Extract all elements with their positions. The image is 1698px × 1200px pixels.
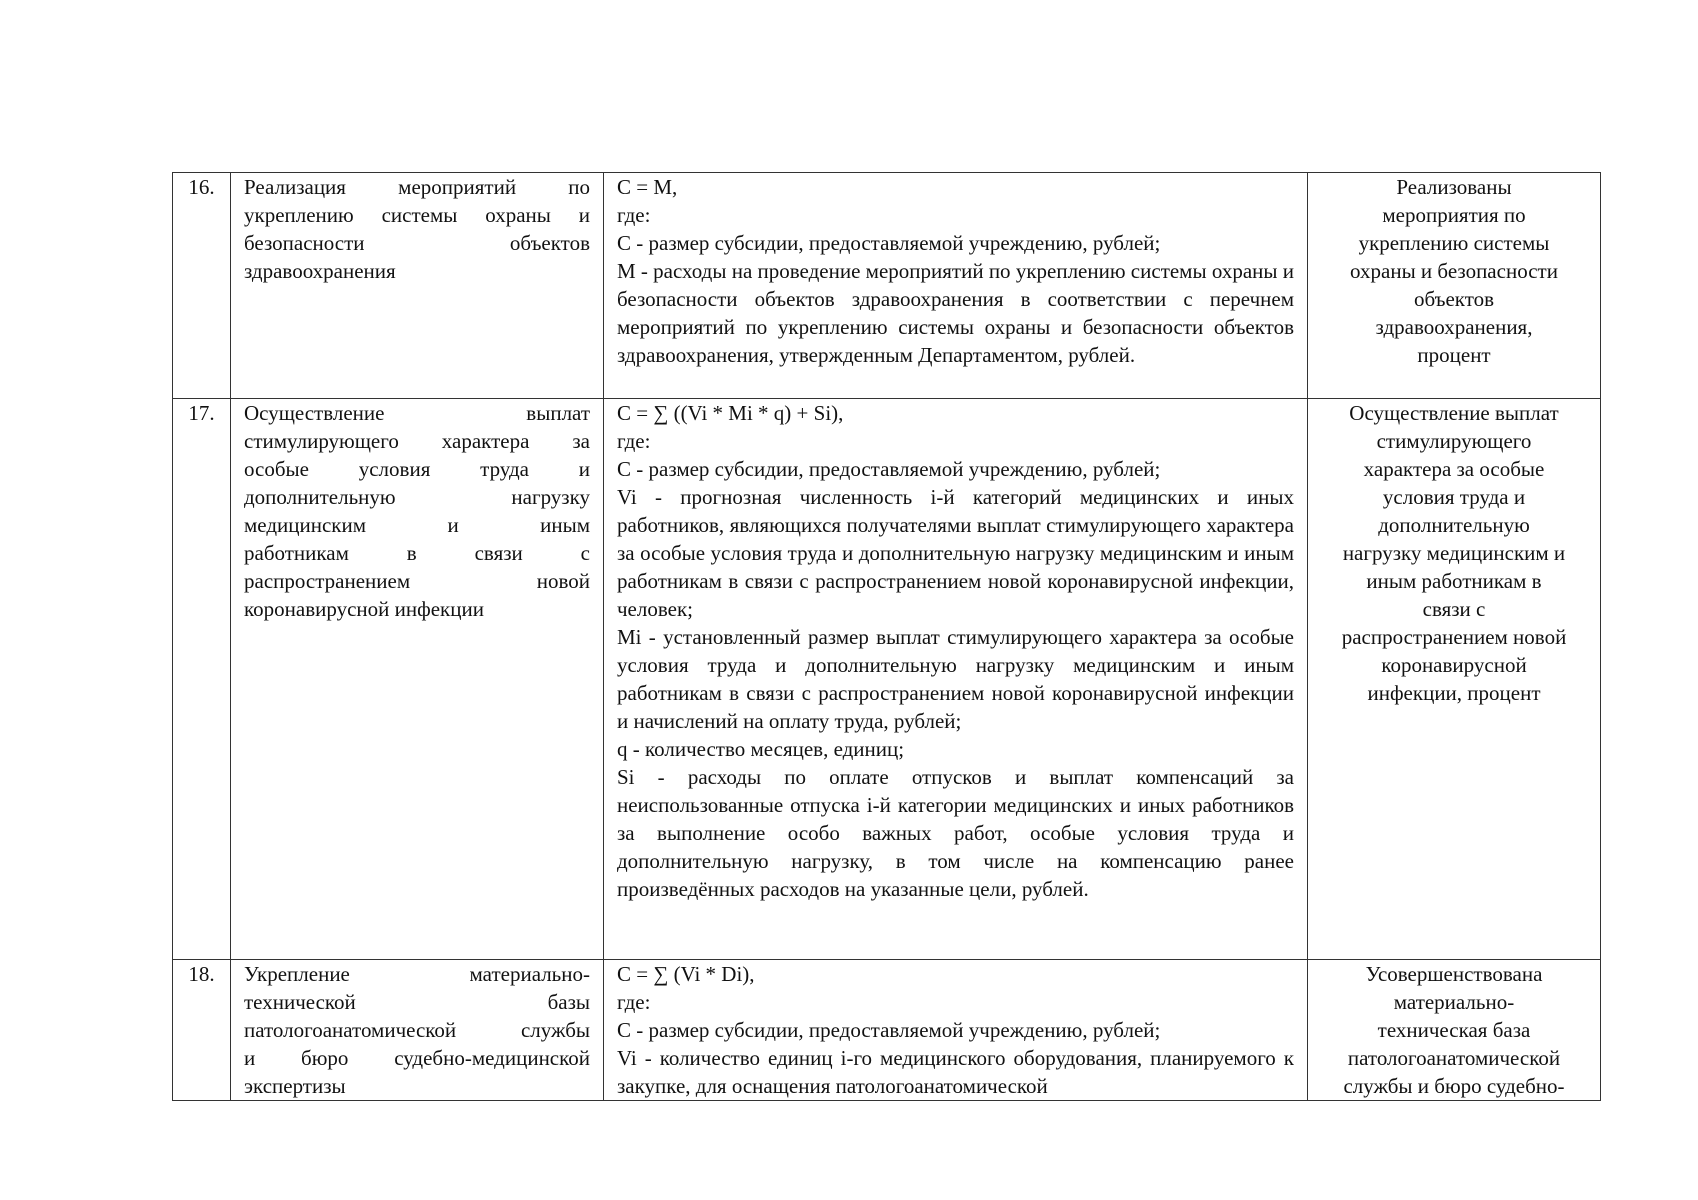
result-line: распространением новой xyxy=(1341,625,1567,649)
formula-line: C = ∑ (Vi * Di), xyxy=(617,962,755,986)
measure-name-line: здравоохранения xyxy=(244,259,396,283)
row-number-cell xyxy=(173,960,231,1101)
formula-line: Mi - установленный размер выплат стимулирующего характера за особые условия труда и дополнительную нагрузку медицинским и иным работникам в связи с распространением новой коронавирусной инфекции и начислений на оплату труда, рублей; xyxy=(617,625,1294,733)
result-line: укреплению системы xyxy=(1358,231,1550,255)
row-number: 17. xyxy=(188,401,215,425)
result-line: Усовершенствована xyxy=(1365,962,1543,986)
formula-line: C - размер субсидии, предоставляемой учреждению, рублей; xyxy=(617,457,1161,481)
result-line: связи с xyxy=(1422,597,1486,621)
regulation-table xyxy=(172,172,1601,1101)
table-row xyxy=(173,399,1601,960)
formula-line: C - размер субсидии, предоставляемой учреждению, рублей; xyxy=(617,231,1161,255)
result-line: иным работникам в xyxy=(1366,569,1542,593)
result-line: материально- xyxy=(1393,990,1515,1014)
measure-name-line: патологоанатомической службы xyxy=(244,1018,590,1042)
formula-line: Vi - количество единиц i-го медицинского оборудования, планируемого к закупке, для оснащения патологоанатомической xyxy=(617,1046,1294,1098)
result-line: объектов xyxy=(1413,287,1495,311)
measure-name-line: стимулирующего характера за xyxy=(244,429,590,453)
result-indicator-cell xyxy=(1308,173,1601,399)
result-line: дополнительную xyxy=(1378,513,1530,537)
measure-name-line: особые условия труда и xyxy=(244,457,590,481)
measure-name-line: безопасности объектов xyxy=(244,231,590,255)
result-line: охраны и безопасности xyxy=(1350,259,1558,283)
result-line: мероприятия по xyxy=(1382,203,1526,227)
measure-name-line: Осуществление выплат xyxy=(244,401,590,425)
formula-cell xyxy=(604,399,1308,960)
measure-name-line: экспертизы xyxy=(244,1074,346,1098)
measure-name-line: Укрепление материально- xyxy=(244,962,590,986)
formula-line: C = ∑ ((Vi * Mi * q) + Si), xyxy=(617,401,844,425)
measure-name-line: технической базы xyxy=(244,990,590,1014)
measure-name-line: работникам в связи с xyxy=(244,541,590,565)
result-indicator-cell xyxy=(1308,960,1601,1101)
measure-name-cell xyxy=(231,399,604,960)
result-line: стимулирующего xyxy=(1376,429,1532,453)
table-row xyxy=(173,173,1601,399)
formula-line: C = M, xyxy=(617,175,678,199)
row-number: 18. xyxy=(188,962,215,986)
row-number-cell xyxy=(173,399,231,960)
result-line: Осуществление выплат xyxy=(1349,401,1559,425)
formula-line: Si - расходы по оплате отпусков и выплат компенсаций за неиспользованные отпуска i-й категории медицинских и иных работников за выполнение особо важных работ, особые условия труда и дополнительную нагрузку, в том числе на компенсацию ранее произведённых расходов на указанные цели, рублей. xyxy=(617,765,1294,901)
result-line: Реализованы xyxy=(1396,175,1512,199)
measure-name-line: медицинским и иным xyxy=(244,513,590,537)
measure-name-line: и бюро судебно-медицинской xyxy=(244,1046,590,1070)
row-number-cell xyxy=(173,173,231,399)
formula-line: Vi - прогнозная численность i-й категорий медицинских и иных работников, являющихся получателями выплат стимулирующего характера за особые условия труда и дополнительную нагрузку медицинским и иным работникам в связи с распространением новой коронавирусной инфекции, человек; xyxy=(617,485,1294,621)
measure-name-line: распространением новой xyxy=(244,569,590,593)
result-indicator-cell xyxy=(1308,399,1601,960)
formula-cell xyxy=(604,960,1308,1101)
formula-line: q - количество месяцев, единиц; xyxy=(617,737,905,761)
result-line: условия труда и xyxy=(1382,485,1526,509)
measure-name-line: Реализация мероприятий по xyxy=(244,175,590,199)
result-line: коронавирусной xyxy=(1381,653,1527,677)
result-line: нагрузку медицинским и xyxy=(1342,541,1566,565)
result-line: службы и бюро судебно- xyxy=(1343,1074,1565,1098)
formula-cell xyxy=(604,173,1308,399)
result-line: техническая база xyxy=(1377,1018,1531,1042)
result-line: патологоанатомической xyxy=(1347,1046,1561,1070)
measure-name-line: укреплению системы охраны и xyxy=(244,203,590,227)
result-line: инфекции, процент xyxy=(1367,681,1541,705)
formula-line: где: xyxy=(617,203,651,227)
formula-line: C - размер субсидии, предоставляемой учреждению, рублей; xyxy=(617,1018,1161,1042)
measure-name-line: дополнительную нагрузку xyxy=(244,485,590,509)
measure-name-line: коронавирусной инфекции xyxy=(244,597,484,621)
result-line: здравоохранения, xyxy=(1375,315,1533,339)
formula-line: M - расходы на проведение мероприятий по укреплению системы охраны и безопасности объектов здравоохранения в соответствии с перечнем мероприятий по укреплению системы охраны и безопасности объектов здравоохранения, утвержденным Департаментом, рублей. xyxy=(617,259,1294,367)
measure-name-cell xyxy=(231,173,604,399)
formula-line: где: xyxy=(617,429,651,453)
table-row xyxy=(173,960,1601,1101)
row-number: 16. xyxy=(188,175,215,199)
result-line: характера за особые xyxy=(1363,457,1545,481)
result-line: процент xyxy=(1417,343,1491,367)
formula-line: где: xyxy=(617,990,651,1014)
measure-name-cell xyxy=(231,960,604,1101)
